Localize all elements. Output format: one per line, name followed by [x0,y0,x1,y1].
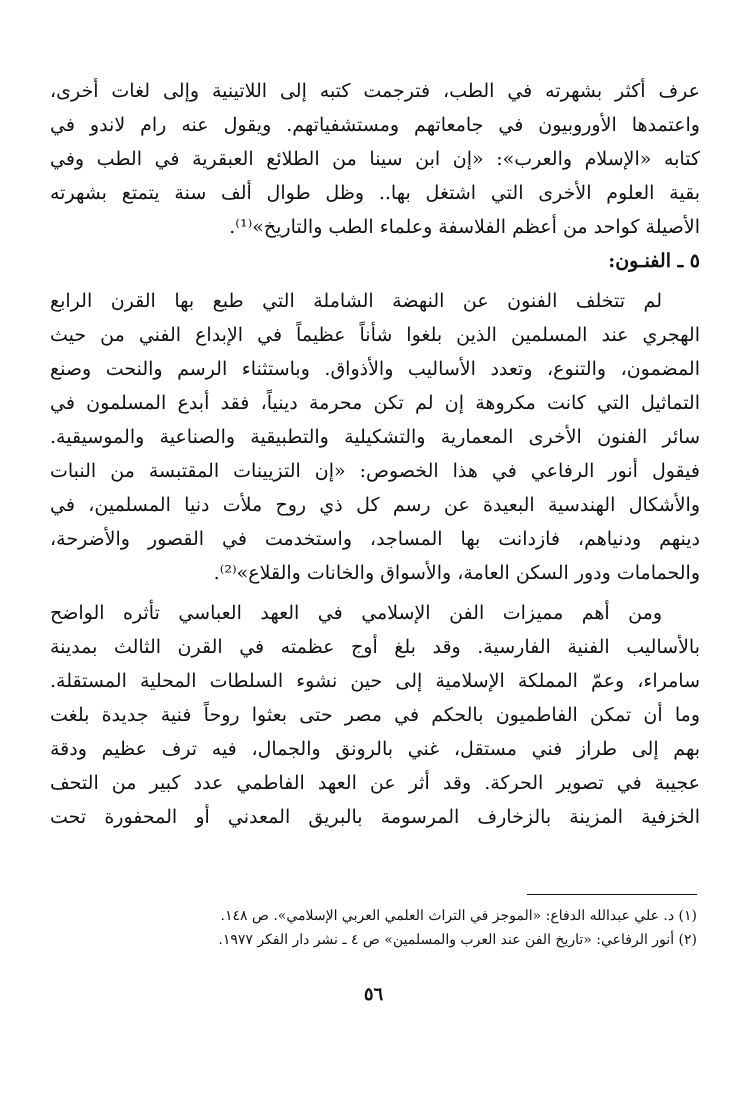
footnotes [47,904,697,952]
text-line: بالأساليب الفنية الفارسية. وقد بلغ أوج عظمته في القرن الثالث بمدينة [50,636,700,658]
text-line: سامراء، وعمّ المملكة الإسلامية إلى حين نشوء السلطات المحلية المستقلة. [50,670,700,692]
text-line: دينهم ودنياهم، فازدانت بها المساجد، واستخدمت في القصور والأضرحة، [50,528,700,550]
footnote-divider [527,894,697,895]
text-line: التماثيل التي كانت مكروهة إن لم تكن محرمة دينياً، فقد أبدع المسلمون في [50,392,700,414]
text-line: عجيبة في تصوير الحركة. وقد أثر عن العهد الفاطمي عدد كبير من التحف [50,772,700,794]
text-line: عرف أكثر بشهرته في الطب، فترجمت كتبه إلى اللاتينية وإلى لغات أخرى، [50,80,700,102]
text-line: الهجري عند المسلمين الذين بلغوا شأناً عظيماً في الإبداع الفني من حيث [50,324,700,346]
page-number: ٥٦ [363,984,384,1005]
text-line: واعتمدها الأوروبيون في جامعاتهم ومستشفياتهم. ويقول عنه رام لاندو في [50,114,700,136]
section-heading: ٥ ـ الفنـون: [608,250,700,272]
text-line: وما أن تمكن الفاطميون بالحكم في مصر حتى بعثوا روحاً فنية جديدة بلغت [50,704,700,726]
text-line: سائر الفنون الأخرى المعمارية والتشكيلية والتطبيقية والصناعية والموسيقية. [50,426,700,448]
text-line: والأشكال الهندسية البعيدة عن رسم كل ذي روح ملأت دنيا المسلمين، في [50,494,700,516]
text-line: الأصيلة كواحد من أعظم الفلاسفة وعلماء الطب والتاريخ»⁽¹⁾. [229,216,700,238]
paragraph-2 [50,284,700,590]
footnote-2: (٢) أنور الرفاعي: «تاريخ الفن عند العرب والمسلمين» ص ٤ ـ نشر دار الفكر ١٩٧٧. [218,932,697,948]
text-line: ومن أهم مميزات الفن الإسلامي في العهد العباسي تأثره الواضح [50,602,662,624]
page-body [50,74,700,834]
text-line: بقية العلوم الأخرى التي اشتغل بها.. وظل طوال ألف سنة يتمتع بشهرته [50,182,700,204]
text-line: المضمون، والتنوع، وتعدد الأساليب والأذواق. وباستثناء الرسم والنحت وصنع [50,358,700,380]
text-line: والحمامات ودور السكن العامة، والأسواق والخانات والقلاع»⁽²⁾. [213,562,700,584]
text-line: بهم إلى طراز فني مستقل، غني بالرونق والجمال، فيه ترف عظيم ودقة [50,738,700,760]
text-line: الخزفية المزينة بالزخارف المرسومة بالبريق المعدني أو المحفورة تحت [50,806,700,828]
paragraph-1 [50,74,700,244]
text-line: كتابه «الإسلام والعرب»: «إن ابن سينا من الطلائع العبقرية في الطب وفي [50,148,700,170]
footnote-1: (١) د. علي عبدالله الدفاع: «الموجز في التراث العلمي العربي الإسلامي». ص ١٤٨. [220,908,697,924]
text-line: فيقول أنور الرفاعي في هذا الخصوص: «إن التزيينات المقتبسة من النبات [50,460,700,482]
paragraph-3 [50,596,700,834]
text-line: لم تتخلف الفنون عن النهضة الشاملة التي طبع بها القرن الرابع [50,290,662,312]
